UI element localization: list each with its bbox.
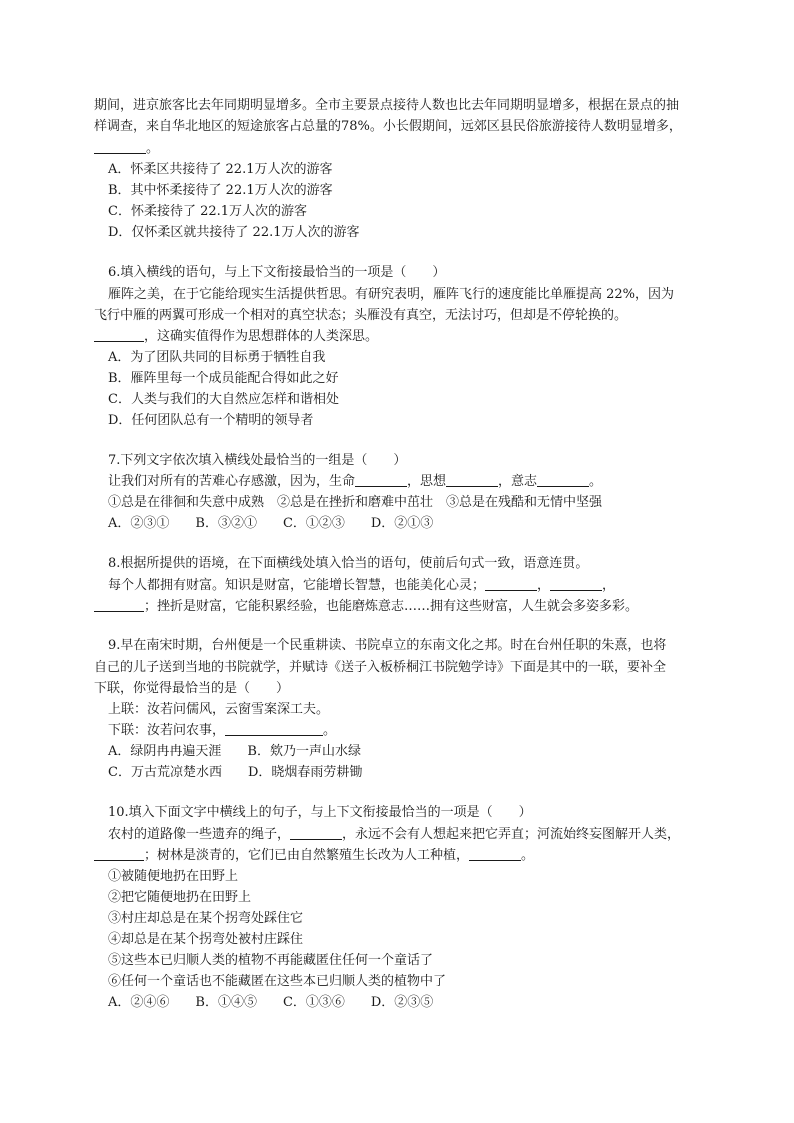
q9-options-row-2: C．万古荒凉楚水西 D．晓烟春雨劳耕锄 (108, 765, 363, 780)
q7-title: 7.下列文字依次填入横线处最恰当的一组是（ ） (108, 453, 407, 468)
q5-stem-end: 。 (146, 141, 160, 156)
q6-line-2: 飞行中雁的两翼可形成一个相对的真空状态；头雁没有真空，无法讨巧，但却是不停轮换的。 (94, 308, 628, 323)
q10-item-2: ②把它随便地扔在田野上 (108, 890, 252, 905)
q9-lower-couplet-end: 。 (323, 723, 337, 738)
q6-option-a: A．为了团队共同的目标勇于牺牲自我 (108, 350, 326, 365)
q6-option-c: C．人类与我们的大自然应怎样和谐相处 (108, 392, 339, 407)
q9-line-3: 下联，你觉得最恰当的是（ ） (94, 681, 290, 696)
q6-option-d: D．任何团队总有一个精明的领导者 (108, 413, 314, 428)
q8-line-2-text: ；挫折是财富，它能积累经验，也能磨炼意志……拥有这些财富，人生就会多姿多彩。 (144, 599, 639, 614)
q7-stem-text-c: ，意志 (498, 474, 538, 489)
q5-stem-line-3 (94, 140, 159, 158)
q10-line-1 (108, 826, 680, 844)
q10-options: A．②④⑥ B．①④⑤ C．①③⑥ D．②③⑤ (108, 995, 434, 1010)
q5-option-b: B．其中怀柔接待了 22.1万人次的游客 (108, 183, 333, 198)
q10-line-1-text-b: ，永远不会有人想起来把它弄直；河流始终妄图解开人类， (342, 827, 681, 842)
q6-title: 6.填入横线的语句，与上下文衔接最恰当的一项是（ ） (108, 265, 446, 280)
answer-blank[interactable] (94, 847, 144, 861)
q10-title: 10.填入下面文字中横线上的句子，与上下文衔接最恰当的一项是（ ） (108, 805, 532, 820)
q8-line-1-text-a: 每个人都拥有财富。知识是财富，它能增长智慧，也能美化心灵； (108, 578, 486, 593)
q9-lower-couplet (108, 722, 336, 740)
q5-stem-line-1: 期间，进京旅客比去年同期明显增多。全市主要景点接待人数也比去年同期明显增多，根据在景点的抽 (94, 98, 680, 113)
q5-option-a: A．怀柔区共接待了 22.1万人次的游客 (108, 162, 333, 177)
q8-line-1-text-c: ， (602, 578, 616, 593)
q9-options-row-1: A．绿阴冉冉遍天涯 B．欸乃一声山水绿 (108, 744, 361, 759)
answer-blank[interactable] (550, 577, 602, 591)
q10-item-1: ①被随便地扔在田野上 (108, 869, 239, 884)
q5-option-c: C．怀柔接待了 22.1万人次的游客 (108, 204, 308, 219)
q7-options: A．②③① B．③②① C．①②③ D．②①③ (108, 516, 434, 531)
answer-blank[interactable] (537, 473, 589, 487)
q6-line-3 (94, 328, 378, 346)
q8-line-1-text-b: ， (537, 578, 551, 593)
q7-stem-text-b: ，思想 (407, 474, 447, 489)
answer-blank[interactable] (355, 473, 407, 487)
q10-line-1-text-a: 农村的道路像一些遗弃的绳子， (108, 827, 291, 842)
q10-item-3: ③村庄却总是在某个拐弯处踩住它 (108, 911, 304, 926)
q8-line-1 (108, 577, 615, 595)
answer-blank[interactable] (225, 722, 323, 736)
q8-title: 8.根据所提供的语境，在下面横线处填入恰当的语句，使前后句式一致，语意连贯。 (108, 556, 589, 571)
q10-item-5: ⑤这些本已归顺人类的植物不再能藏匿住任何一个童话了 (108, 953, 434, 968)
answer-blank[interactable] (94, 328, 144, 342)
q6-line-1: 雁阵之美，在于它能给现实生活提供哲思。有研究表明，雁阵飞行的速度能比单雁提高 22%，因为 (108, 287, 675, 302)
q10-line-2 (94, 847, 534, 865)
q9-upper-couplet: 上联：汝若问儒风，云窗雪案深工夫。 (108, 702, 330, 717)
q10-item-4: ④却总是在某个拐弯处被村庄踩住 (108, 932, 304, 947)
q6-option-b: B．雁阵里每一个成员能配合得如此之好 (108, 371, 339, 386)
q10-line-2-text-b: 。 (521, 848, 535, 863)
q9-lower-couplet-text: 下联：汝若问农事， (108, 723, 226, 738)
q5-option-d: D．仅怀柔区就共接待了 22.1万人次的游客 (108, 225, 360, 240)
answer-blank[interactable] (94, 598, 144, 612)
q7-stem-text-a: 让我们对所有的苦难心存感激，因为，生命 (108, 474, 356, 489)
q6-line-3-end: ，这确实值得作为思想群体的人类深思。 (144, 329, 379, 344)
answer-blank[interactable] (94, 140, 146, 154)
q10-item-6: ⑥任何一个童话也不能藏匿在这些本已归顺人类的植物中了 (108, 974, 447, 989)
q9-line-1: 9.早在南宋时期，台州便是一个民重耕读、书院卓立的东南文化之邦。时在台州任职的朱熹，也将 (108, 638, 667, 653)
answer-blank[interactable] (469, 847, 521, 861)
q7-stem (108, 473, 602, 491)
q7-stem-text-d: 。 (589, 474, 603, 489)
q8-line-2 (94, 598, 638, 616)
q7-choices: ①总是在徘徊和失意中成熟 ②总是在挫折和磨难中茁壮 ③总是在残酷和无情中坚强 (108, 495, 603, 510)
q5-stem-line-2: 样调查，来自华北地区的短途旅客占总量的78%。小长假期间，远郊区县民俗旅游接待人数明显增多， (94, 119, 682, 134)
answer-blank[interactable] (446, 473, 498, 487)
q10-line-2-text-a: ；树林是淡青的，它们已由自然繁殖生长改为人工种植， (144, 848, 470, 863)
q9-line-2: 自己的儿子送到当地的书院就学，并赋诗《送子入板桥桐江书院勉学诗》下面是其中的一联，要补全 (94, 660, 667, 675)
answer-blank[interactable] (290, 826, 342, 840)
answer-blank[interactable] (485, 577, 537, 591)
